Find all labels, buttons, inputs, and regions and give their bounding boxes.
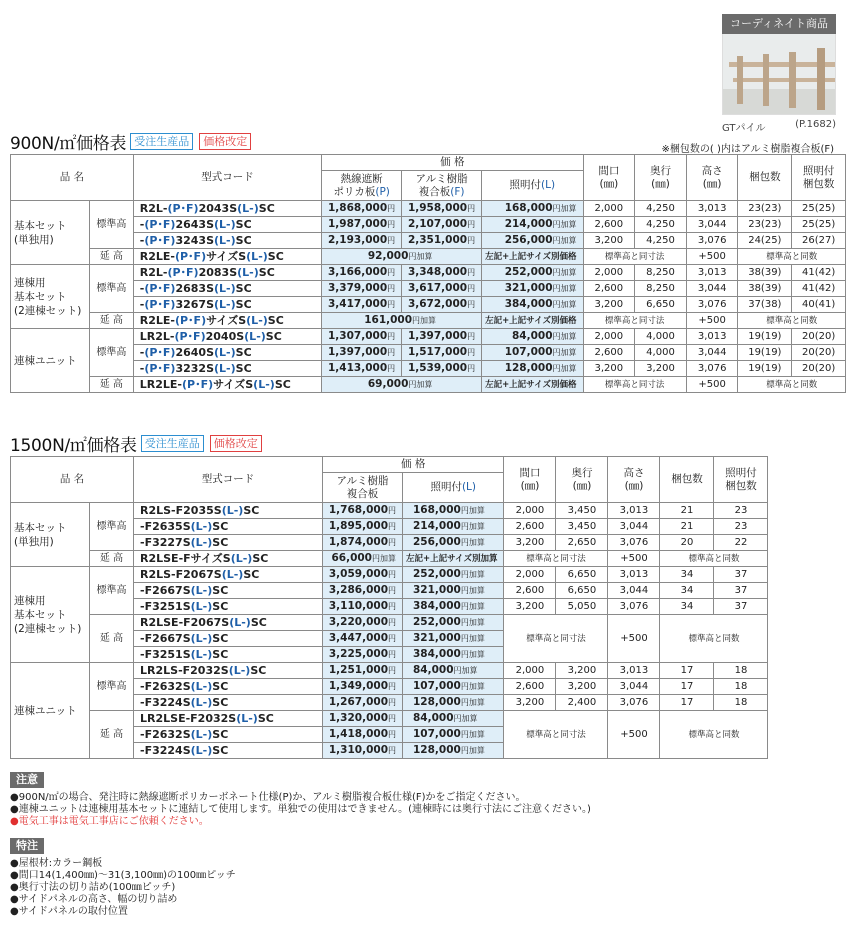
table-row: -(P･F)2683S(L-)SC 3,379,000円 3,617,000円 321,000円加算 2,600 8,250 3,044 38(39) 41(42) [11,281,846,297]
model-code: R2LE-(P･F)サイズS(L-)SC [133,249,321,265]
special-line: ●サイドパネルの取付位置 [10,906,128,917]
table-row: 延 高 LR2LE-(P･F)サイズS(L-)SC 69,000円加算 左記+上記サイズ別価格 標準高と同寸法 +500 標準高と同数 [11,377,846,393]
price-table-900-title [10,129,251,154]
hdr-name: 品 名 [11,457,134,503]
ext-height-label: 延 高 [89,313,133,329]
std-height-label: 標準高 [90,503,134,551]
hdr-code: 型式コード [133,155,321,201]
table-row: 延 高 R2LE-(P･F)サイズS(L-)SC 161,000円加算 左記+上記サイズ別価格 標準高と同寸法 +500 標準高と同数 [11,313,846,329]
hdr-height: 高さ (㎜) [608,457,660,503]
model-code: R2LE-(P･F)サイズS(L-)SC [133,313,321,329]
price-table-1500-title [10,431,262,456]
model-code: -(P･F)2683S(L-)SC [133,281,321,297]
table-row: -F2632S(L-)SC 1,349,000円 107,000円加算 2,600 3,200 3,044 17 18 [11,679,768,695]
model-code: -F3224S(L-)SC [134,743,323,759]
table-row: -F3251S(L-)SC 3,225,000円 384,000円加算 [11,647,768,663]
special-order-label: 特注 [10,838,44,854]
price-table-900 [10,154,846,393]
hdr-price-f: アルミ樹脂 複合板 [323,473,403,503]
pack-note [661,140,834,155]
model-code: -F3251S(L-)SC [134,599,323,615]
hdr-height: 高さ (㎜) [686,155,738,201]
hdr-price-l: 照明付(L) [482,171,583,201]
coordinate-product [722,14,836,134]
model-code: R2L-(P･F)2043S(L-)SC [133,201,321,217]
table-row: -(P･F)2643S(L-)SC 1,987,000円 2,107,000円 214,000円加算 2,600 4,250 3,044 23(23) 25(25) [11,217,846,233]
table-row: -F2632S(L-)SC 1,418,000円 107,000円加算 [11,727,768,743]
model-code: -(P･F)3267S(L-)SC [133,297,321,313]
model-code: -F2635S(L-)SC [134,519,323,535]
price-table-1500 [10,456,768,759]
title-1500: 1500N/㎡価格表 [10,436,137,456]
table-row: 延 高 LR2LSE-F2032S(L-)SC 1,320,000円 84,000円加算 標準高と同寸法 +500 標準高と同数 [11,711,768,727]
special-order-notes [10,858,236,918]
table-row: -(P･F)3232S(L-)SC 1,413,000円 1,539,000円 128,000円加算 3,200 3,200 3,076 19(19) 20(20) [11,361,846,377]
model-code: R2LS-F2067S(L-)SC [134,567,323,583]
model-code: -(P･F)3243S(L-)SC [133,233,321,249]
coordinate-caption: GTパイル [722,123,766,134]
hdr-price: 価 格 [322,155,583,171]
group-basic-set: 基本セット (単独用) [11,503,90,567]
hdr-light-pack: 照明付 梱包数 [792,155,846,201]
ext-height-label: 延 高 [90,551,134,567]
table-row: -(P･F)2640S(L-)SC 1,397,000円 1,517,000円 107,000円加算 2,600 4,000 3,044 19(19) 20(20) [11,345,846,361]
table-row: -F2667S(L-)SC 3,286,000円 321,000円加算 2,600 6,650 3,044 34 37 [11,583,768,599]
model-code: -(P･F)2640S(L-)SC [133,345,321,361]
table-row: 基本セット (単独用) 標準高 R2LS-F2035S(L-)SC 1,768,000円 168,000円加算 2,000 3,450 3,013 21 23 [11,503,768,519]
table-row: 連棟ユニット 標準高 LR2L-(P･F)2040S(L-)SC 1,307,000円 1,397,000円 84,000円加算 2,000 4,000 3,013 19(19) 20(20) [11,329,846,345]
coordinate-header: コーディネイト商品 [722,14,836,34]
table-row: -F3251S(L-)SC 3,110,000円 384,000円加算 3,200 5,050 3,076 34 37 [11,599,768,615]
group-linked-basic-set: 連棟用 基本セット (2連棟セット) [11,265,90,329]
hdr-price-f: アルミ樹脂 複合板(F) [402,171,482,201]
hdr-price-l: 照明付(L) [403,473,504,503]
caution-line: ●900N/㎡の場合、発注時に熱線遮断ポリカーボネート仕様(P)か、アルミ樹脂複合板仕様(F)かをご指定ください。 [10,792,526,803]
pack-note-text: ※梱包数の( )内はアルミ樹脂複合板(F) [661,144,834,155]
model-code: R2LS-F2035S(L-)SC [134,503,323,519]
table-row: -(P･F)3243S(L-)SC 2,193,000円 2,351,000円 256,000円加算 3,200 4,250 3,076 24(25) 26(27) [11,233,846,249]
table-row: 延 高 R2LSE-FサイズS(L-)SC 66,000円加算 左記+上記サイズ別加算 標準高と同寸法 +500 標準高と同数 [11,551,768,567]
hdr-price: 価 格 [323,457,504,473]
std-height-label: 標準高 [90,567,134,615]
table-row: 延 高 R2LE-(P･F)サイズS(L-)SC 92,000円加算 左記+上記サイズ別価格 標準高と同寸法 +500 標準高と同数 [11,249,846,265]
table-row: -(P･F)3267S(L-)SC 3,417,000円 3,672,000円 384,000円加算 3,200 6,650 3,076 37(38) 40(41) [11,297,846,313]
ext-height-label: 延 高 [90,615,134,663]
std-height-label: 標準高 [90,663,134,711]
model-code: LR2LE-(P･F)サイズS(L-)SC [133,377,321,393]
hdr-code: 型式コード [134,457,323,503]
model-code: -F2632S(L-)SC [134,727,323,743]
ext-height-label: 延 高 [90,711,134,759]
hdr-pack: 梱包数 [738,155,792,201]
std-height-label: 標準高 [89,265,133,313]
table-row: 延 高 R2LSE-F2067S(L-)SC 3,220,000円 252,000円加算 標準高と同寸法 +500 標準高と同数 [11,615,768,631]
hdr-width: 間口 (㎜) [583,155,635,201]
table-row: -F3227S(L-)SC 1,874,000円 256,000円加算 3,200 2,650 3,076 20 22 [11,535,768,551]
hdr-depth: 奥行 (㎜) [635,155,687,201]
gt-pile-image [722,34,836,115]
hdr-width: 間口 (㎜) [504,457,556,503]
std-height-label: 標準高 [89,329,133,377]
badge-price-revision: 価格改定 [210,435,262,452]
table-row: 基本セット (単独用) 標準高 R2L-(P･F)2043S(L-)SC 1,868,000円 1,958,000円 168,000円加算 2,000 4,250 3,013 23(23) 25(25) [11,201,846,217]
table-row: -F3224S(L-)SC 1,310,000円 128,000円加算 [11,743,768,759]
special-line: ●屋根材:カラー鋼板 [10,858,103,869]
ext-height-label: 延 高 [89,377,133,393]
model-code: -F2667S(L-)SC [134,583,323,599]
coordinate-page-ref: (P.1682) [795,119,836,130]
model-code: LR2LS-F2032S(L-)SC [134,663,323,679]
caution-line-electric: ●電気工事は電気工事店にご依頼ください。 [10,816,209,827]
std-height-label: 標準高 [89,201,133,249]
hdr-price-p: 熱線遮断 ポリカ板(P) [322,171,402,201]
special-line: ●サイドパネルの高さ、幅の切り詰め [10,894,178,905]
model-code: -F2667S(L-)SC [134,631,323,647]
table-row: -F2667S(L-)SC 3,447,000円 321,000円加算 [11,631,768,647]
caution-label: 注意 [10,772,44,788]
model-code: LR2L-(P･F)2040S(L-)SC [133,329,321,345]
table-row: 連棟ユニット 標準高 LR2LS-F2032S(L-)SC 1,251,000円 84,000円加算 2,000 3,200 3,013 17 18 [11,663,768,679]
hdr-depth: 奥行 (㎜) [556,457,608,503]
hdr-name: 品 名 [11,155,134,201]
group-linked-basic-set: 連棟用 基本セット (2連棟セット) [11,567,90,663]
hdr-pack: 梱包数 [660,457,714,503]
table-row: 連棟用 基本セット (2連棟セット) 標準高 R2LS-F2067S(L-)SC 3,059,000円 252,000円加算 2,000 6,650 3,013 34 37 [11,567,768,583]
group-basic-set: 基本セット (単独用) [11,201,90,265]
table-row: 連棟用 基本セット (2連棟セット) 標準高 R2L-(P･F)2083S(L-)SC 3,166,000円 3,348,000円 252,000円加算 2,000 8,250 3,013 38(39) 41(42) [11,265,846,281]
model-code: R2LSE-FサイズS(L-)SC [134,551,323,567]
group-linked-unit: 連棟ユニット [11,663,90,759]
special-line: ●奥行寸法の切り詰め(100㎜ピッチ) [10,882,176,893]
hdr-light-pack: 照明付 梱包数 [714,457,768,503]
badge-price-revision: 価格改定 [199,133,251,150]
ext-height-label: 延 高 [89,249,133,265]
model-code: -F3251S(L-)SC [134,647,323,663]
caution-notes [10,792,591,828]
title-900: 900N/㎡価格表 [10,134,127,154]
special-line: ●間口14(1,400㎜)〜31(3,100㎜)の100㎜ピッチ [10,870,236,881]
table-row: -F3224S(L-)SC 1,267,000円 128,000円加算 3,200 2,400 3,076 17 18 [11,695,768,711]
badge-made-to-order: 受注生産品 [130,133,193,150]
model-code: -F3224S(L-)SC [134,695,323,711]
caution-line: ●連棟ユニットは連棟用基本セットに連結して使用します。単独での使用はできません。(連棟時には奥行寸法にご注意ください。) [10,804,591,815]
model-code: -(P･F)3232S(L-)SC [133,361,321,377]
group-linked-unit: 連棟ユニット [11,329,90,393]
badge-made-to-order: 受注生産品 [141,435,204,452]
model-code: -F2632S(L-)SC [134,679,323,695]
model-code: R2L-(P･F)2083S(L-)SC [133,265,321,281]
model-code: R2LSE-F2067S(L-)SC [134,615,323,631]
model-code: LR2LSE-F2032S(L-)SC [134,711,323,727]
model-code: -F3227S(L-)SC [134,535,323,551]
model-code: -(P･F)2643S(L-)SC [133,217,321,233]
table-row: -F2635S(L-)SC 1,895,000円 214,000円加算 2,600 3,450 3,044 21 23 [11,519,768,535]
